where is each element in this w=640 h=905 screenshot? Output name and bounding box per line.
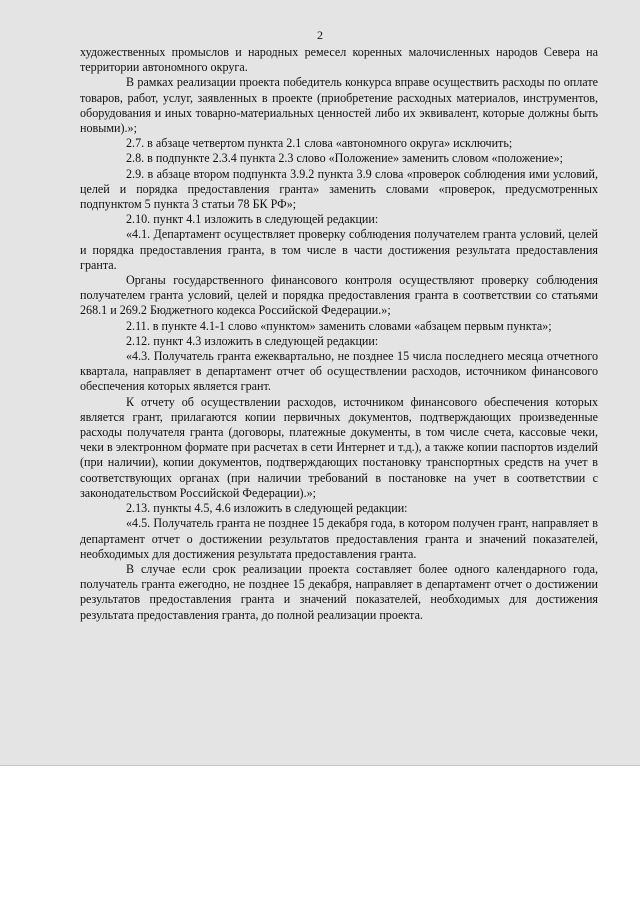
paragraph: художественных промыслов и народных ремесел коренных малочисленных народов Севера на территории автономного округа.: [80, 45, 598, 75]
paragraph: В рамках реализации проекта победитель конкурса вправе осуществить расходы по оплате товаров, работ, услуг, заявленных в проекте (приобретение расходных материалов, инструментов, оборудования и иных товарно-материальных ценностей либо их эквивалент, которые должны быть новыми).»;: [80, 75, 598, 136]
page-number: 2: [317, 28, 323, 42]
paragraph: 2.12. пункт 4.3 изложить в следующей редакции:: [126, 333, 379, 348]
paragraph: 2.13. пункты 4.5, 4.6 изложить в следующей редакции:: [126, 501, 408, 516]
paragraph: 2.10. пункт 4.1 изложить в следующей редакции:: [126, 212, 379, 227]
paragraph: Органы государственного финансового контроля осуществляют проверку соблюдения получателем гранта условий, целей и порядка предоставления гранта в соответствии со статьями 268.1 и 269.2 Бюджетного кодекса Российской Федерации.»;: [80, 273, 598, 318]
paragraph: К отчету об осуществлении расходов, источником финансового обеспечения которых является грант, прилагаются копии первичных документов, подтверждающих произведенные расходы получателя гранта (договоры, платежные документы, в том числе счета, кассовые чеки, чеки в электронном формате при расчетах в сети Интернет и т.д.), а также копии паспортов изделий (при наличии), копии документов, подтверждающих постановку транспортных средств на учет в соответствующих органах (при наличии требований в постановке на учет в соответствии с законодательством Российской Федерации).»;: [80, 394, 598, 500]
paragraph: 2.8. в подпункте 2.3.4 пункта 2.3 слово «Положение» заменить словом «положение»;: [126, 151, 564, 166]
document-body: [80, 45, 598, 623]
paragraph: В случае если срок реализации проекта составляет более одного календарного года, получатель гранта ежегодно, не позднее 15 декабря, направляет в департамент отчет о достижении результатов предоставления гранта и значений показателей, необходимых для достижения результата предоставления гранта, до полной реализации проекта.: [80, 561, 598, 622]
paragraph: «4.5. Получатель гранта не позднее 15 декабря года, в котором получен грант, направляет в департамент отчет о достижении результатов предоставления гранта и значений показателей, необходимых для достижения результата предоставления гранта.: [80, 516, 598, 561]
paragraph: 2.9. в абзаце втором подпункта 3.9.2 пункта 3.9 слова «проверок соблюдения ими условий, целей и порядка предоставления гранта» заменить словами «проверок, предусмотренных подпунктом 5 пункта 3 статьи 78 БК РФ»;: [80, 166, 598, 212]
paragraph: 2.7. в абзаце четвертом пункта 2.1 слова «автономного округа» исключить;: [126, 136, 513, 151]
paragraph: «4.3. Получатель гранта ежеквартально, не позднее 15 числа последнего месяца отчетного квартала, направляет в департамент отчет об осуществлении расходов, источником финансового обеспечения которых является грант.: [80, 349, 598, 394]
paragraph: «4.1. Департамент осуществляет проверку соблюдения получателем гранта условий, целей и порядка предоставления гранта, в том числе в части достижения результата предоставления гранта.: [80, 227, 598, 272]
paragraph: 2.11. в пункте 4.1-1 слово «пунктом» заменить словами «абзацем первым пункта»;: [126, 318, 552, 333]
